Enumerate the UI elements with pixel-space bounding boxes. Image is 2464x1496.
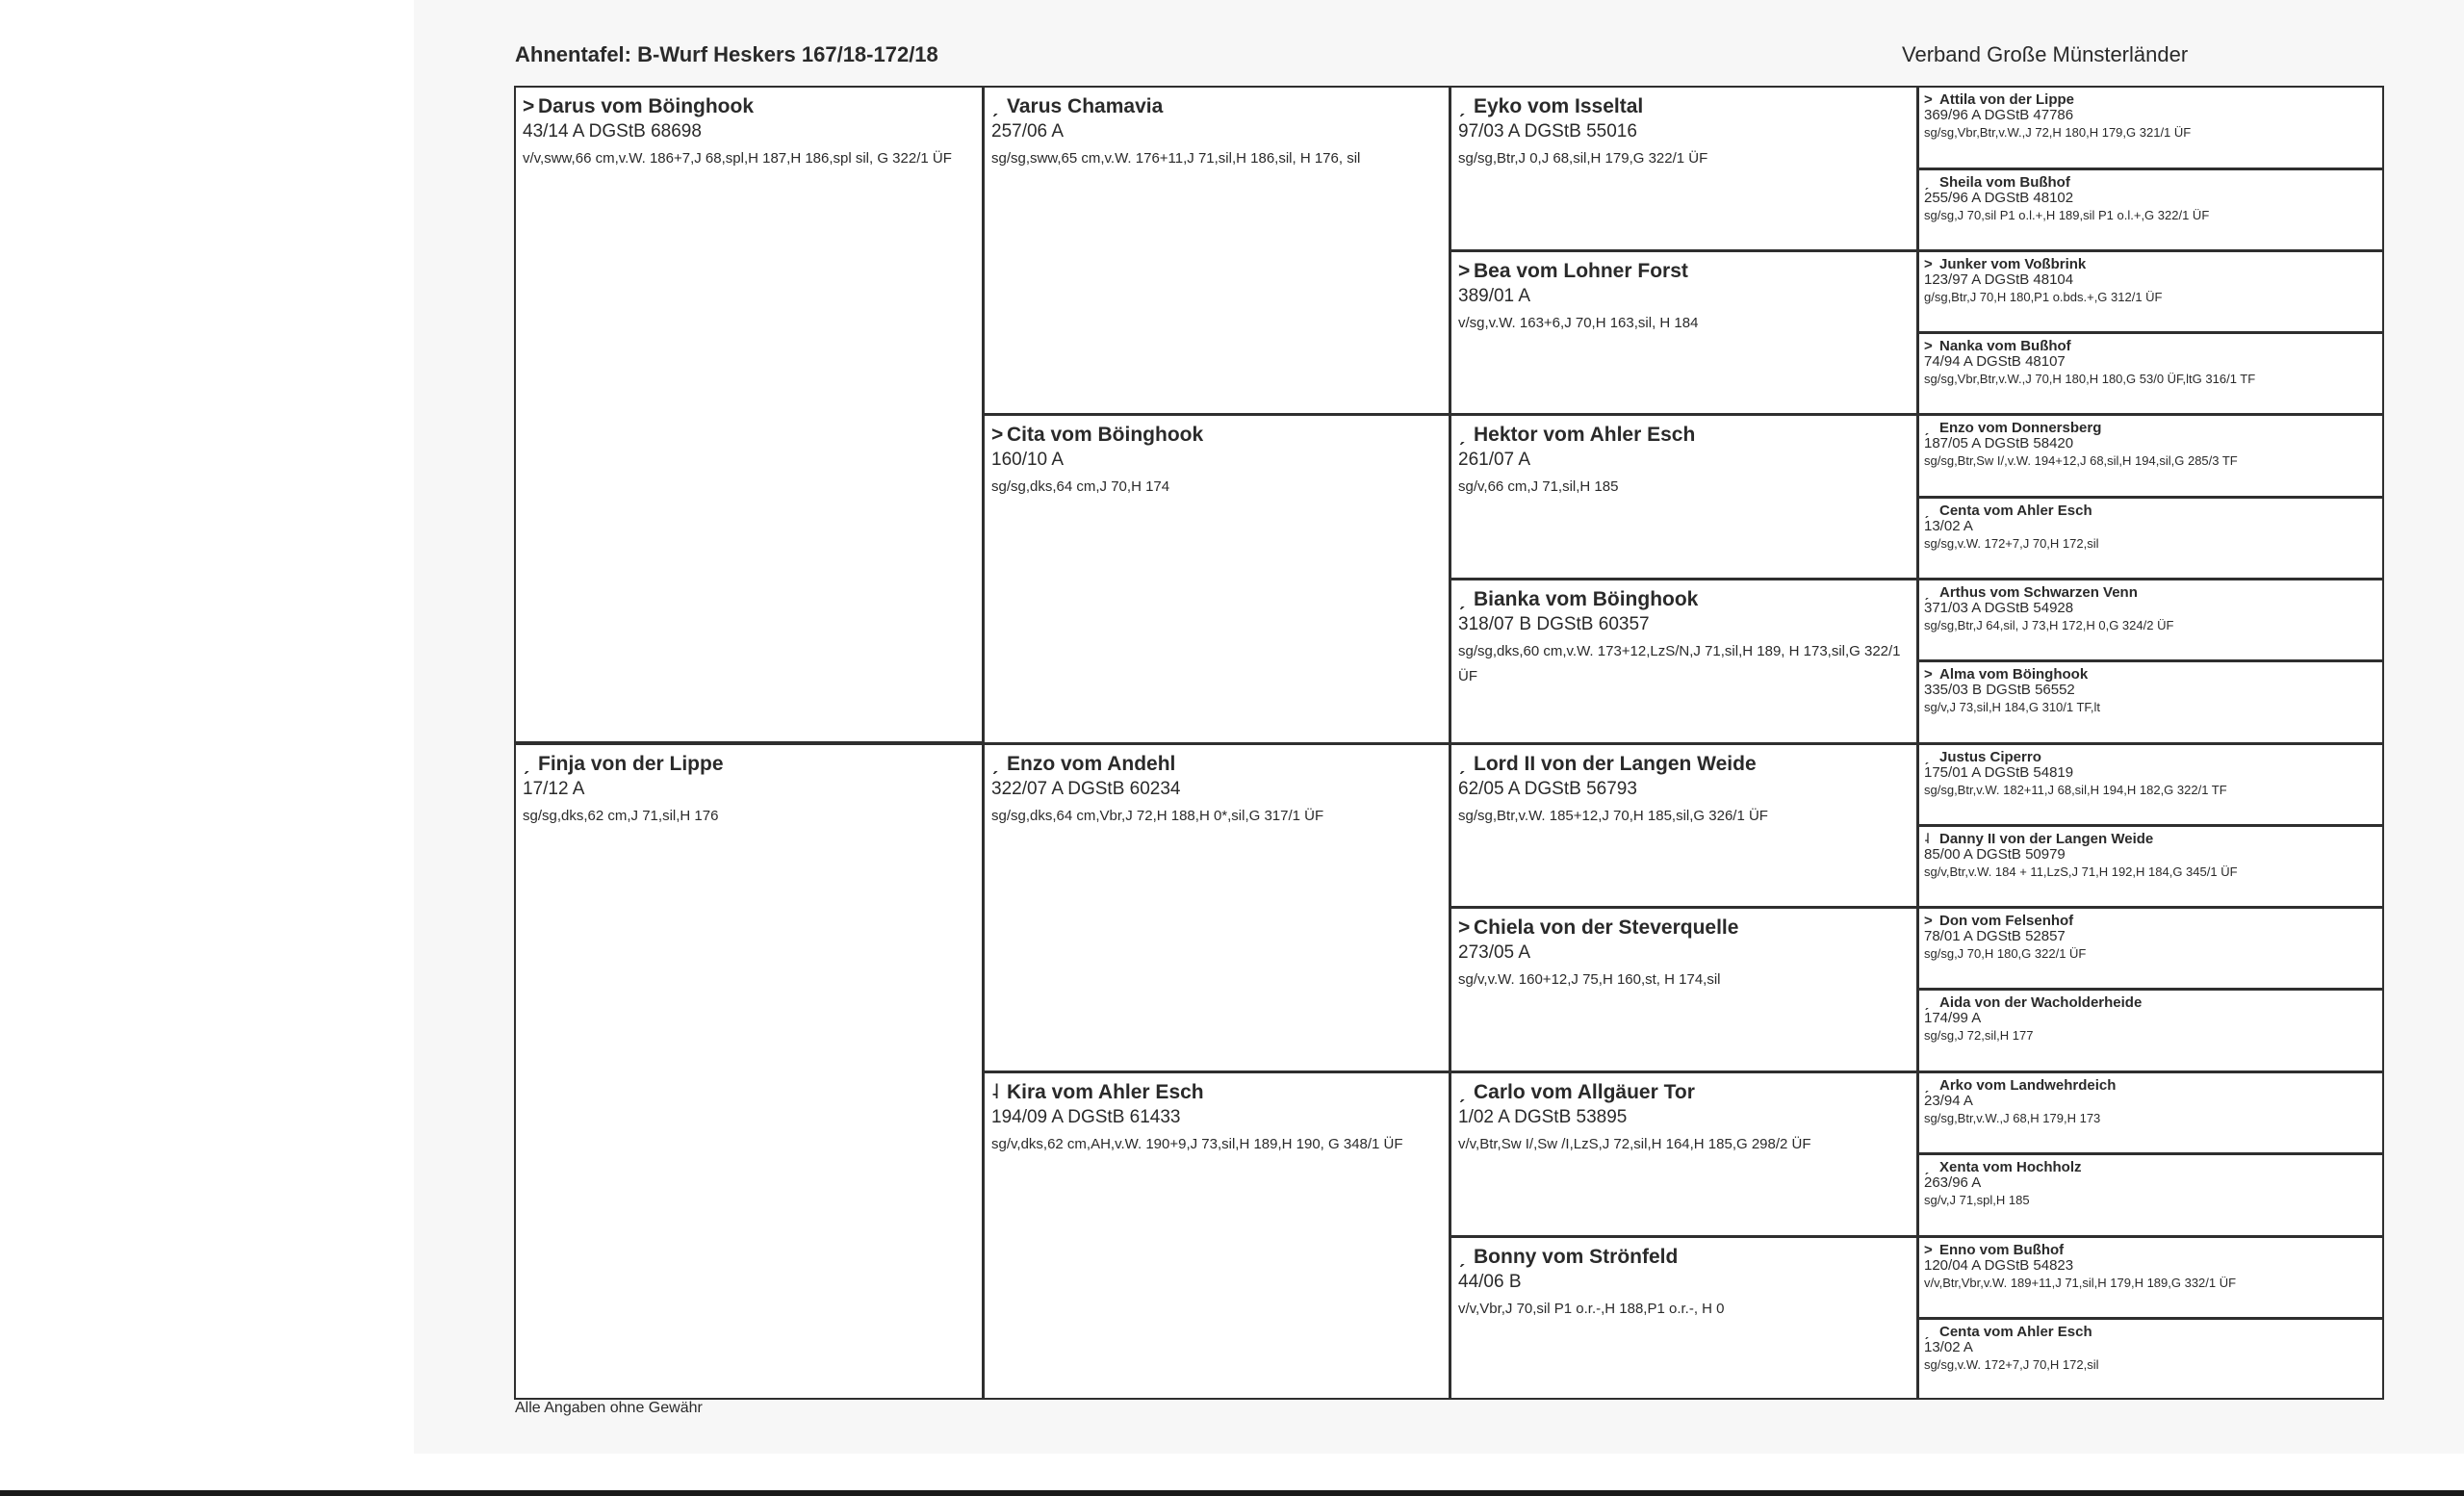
- registration: 335/03 B DGStB 56552: [1924, 682, 2075, 698]
- performance: sg/sg,dks,62 cm,J 71,sil,H 176: [523, 808, 719, 824]
- performance: sg/v,Btr,v.W. 184 + 11,LzS,J 71,H 192,H 184,G 345/1 ÜF: [1924, 864, 2238, 879]
- dog-name: ˃ Alma vom Böinghook: [1924, 666, 2089, 683]
- registration: 85/00 A DGStB 50979: [1924, 846, 2066, 863]
- pedigree-gen4: [1917, 1236, 2384, 1319]
- dog-name: ˏ Finja von der Lippe: [523, 753, 724, 775]
- registration: 120/04 A DGStB 54823: [1924, 1257, 2074, 1274]
- breed-mark-icon: ˃: [1924, 913, 1933, 929]
- pedigree-gen3: [1450, 1236, 1918, 1400]
- breed-mark-icon: ˏ: [991, 753, 998, 775]
- performance: sg/sg,Btr,v.W. 182+11,J 68,sil,H 194,H 182,G 322/1 TF: [1924, 783, 2227, 797]
- performance: sg/v,v.W. 160+12,J 75,H 160,st, H 174,sil: [1458, 971, 1721, 988]
- pedigree-gen4: [1917, 497, 2384, 580]
- dog-name: ˏ Eyko vom Isseltal: [1458, 95, 1644, 117]
- registration: 44/06 B: [1458, 1272, 1522, 1292]
- registration: 322/07 A DGStB 60234: [991, 779, 1181, 799]
- breed-mark-icon: ˏ: [1924, 174, 1929, 191]
- dog-name: ˏ Lord II von der Langen Weide: [1458, 753, 1757, 775]
- registration: 160/10 A: [991, 450, 1065, 470]
- breed-mark-icon: ˏ: [1924, 749, 1929, 765]
- pedigree-gen3: [1450, 743, 1918, 908]
- registration: 174/99 A: [1924, 1010, 1982, 1026]
- dog-name: ˏ Bianka vom Böinghook: [1458, 588, 1699, 610]
- registration: 194/09 A DGStB 61433: [991, 1107, 1181, 1127]
- breed-mark-icon: ˏ: [1458, 1081, 1465, 1103]
- performance: v/v,Vbr,J 70,sil P1 o.r.-,H 188,P1 o.r.-, H 0: [1458, 1301, 1725, 1317]
- breed-mark-icon: ˃: [1458, 916, 1471, 939]
- registration: 1/02 A DGStB 53895: [1458, 1107, 1628, 1127]
- breed-mark-icon: ˃: [1924, 256, 1933, 272]
- pedigree-gen4: [1917, 1071, 2384, 1154]
- breed-mark-icon: ˏ: [1458, 424, 1465, 446]
- dog-name: ˃ Darus vom Böinghook: [523, 95, 755, 117]
- dog-name: ˏ Arko vom Landwehrdeich: [1924, 1077, 2117, 1094]
- registration: 175/01 A DGStB 54819: [1924, 764, 2074, 781]
- scan-margin: [0, 0, 414, 1496]
- pedigree-gen2: [983, 86, 1450, 415]
- dog-name: ˃ Don vom Felsenhof: [1924, 913, 2074, 929]
- breed-mark-icon: ˏ: [1458, 588, 1465, 610]
- registration: 97/03 A DGStB 55016: [1458, 121, 1637, 142]
- registration: 369/96 A DGStB 47786: [1924, 107, 2074, 123]
- dog-name: ˏ Xenta vom Hochholz: [1924, 1159, 2082, 1175]
- pedigree-gen4: [1917, 743, 2384, 826]
- performance: sg/v,66 cm,J 71,sil,H 185: [1458, 478, 1619, 495]
- breed-mark-icon: ˏ: [1924, 420, 1929, 436]
- dog-name: ˃ Enno vom Bußhof: [1924, 1242, 2065, 1258]
- page-title: Ahnentafel: B-Wurf Heskers 167/18-172/18: [515, 42, 938, 66]
- pedigree-gen2: [983, 1071, 1450, 1400]
- dog-name: ˏ Justus Ciperro: [1924, 749, 2041, 765]
- scan-edge-bar: [0, 1490, 2464, 1496]
- pedigree-gen4: [1917, 414, 2384, 498]
- registration: 318/07 B DGStB 60357: [1458, 614, 1650, 634]
- performance: sg/sg,Btr,Sw I/,v.W. 194+12,J 68,sil,H 194,sil,G 285/3 TF: [1924, 453, 2238, 468]
- performance: sg/sg,sww,65 cm,v.W. 176+11,J 71,sil,H 186,sil, H 176, sil: [991, 150, 1361, 167]
- pedigree-gen3: [1450, 250, 1918, 415]
- dog-name: ˏ Sheila vom Bußhof: [1924, 174, 2070, 191]
- performance: sg/sg,dks,60 cm,v.W. 173+12,LzS/N,J 71,sil,H 189, H 173,sil,G 322/1 ÜF: [1458, 643, 1901, 684]
- registration: 255/96 A DGStB 48102: [1924, 190, 2074, 206]
- breed-mark-icon: ˃: [1924, 91, 1933, 108]
- breed-mark-icon: ˏ: [523, 753, 529, 775]
- pedigree-gen3: [1450, 907, 1918, 1072]
- performance: sg/v,dks,62 cm,AH,v.W. 190+9,J 73,sil,H 189,H 190, G 348/1 ÜF: [991, 1136, 1403, 1152]
- performance: v/sg,v.W. 163+6,J 70,H 163,sil, H 184: [1458, 315, 1699, 331]
- breed-mark-icon: ˏ: [1924, 994, 1929, 1011]
- dog-name: ˏ Aida von der Wacholderheide: [1924, 994, 2143, 1011]
- registration: 263/96 A: [1924, 1174, 1982, 1191]
- registration: 17/12 A: [523, 779, 585, 799]
- breed-mark-icon: ˃: [1924, 1242, 1933, 1258]
- performance: sg/sg,dks,64 cm,Vbr,J 72,H 188,H 0*,sil,G 317/1 ÜF: [991, 808, 1324, 824]
- pedigree-dam: [514, 743, 984, 1400]
- dog-name: ˏ Centa vom Ahler Esch: [1924, 1324, 2092, 1340]
- pedigree-gen3: [1450, 579, 1918, 744]
- breed-mark-icon: ˃: [1924, 338, 1933, 354]
- disclaimer: Alle Angaben ohne Gewähr: [515, 1400, 703, 1416]
- pedigree-gen4: [1917, 907, 2384, 990]
- dog-name: ˏ Enzo vom Donnersberg: [1924, 420, 2102, 436]
- dog-name: ˏ Centa vom Ahler Esch: [1924, 503, 2092, 519]
- registration: 74/94 A DGStB 48107: [1924, 353, 2066, 370]
- pedigree-gen3: [1450, 414, 1918, 580]
- dog-name: ˃ Chiela von der Steverquelle: [1458, 916, 1739, 939]
- breed-mark-icon: ˏ: [1924, 1324, 1929, 1340]
- performance: sg/sg,v.W. 172+7,J 70,H 172,sil: [1924, 1357, 2099, 1372]
- pedigree-gen4: [1917, 1153, 2384, 1237]
- performance: sg/sg,v.W. 172+7,J 70,H 172,sil: [1924, 536, 2099, 551]
- breed-mark-icon: ˨: [1924, 831, 1930, 847]
- dog-name: ˃ Junker vom Voßbrink: [1924, 256, 2087, 272]
- breed-mark-icon: ˨: [991, 1081, 1000, 1103]
- performance: v/v,Btr,Sw I/,Sw /I,LzS,J 72,sil,H 164,H 185,G 298/2 ÜF: [1458, 1136, 1811, 1152]
- breed-mark-icon: ˏ: [1458, 753, 1465, 775]
- breed-mark-icon: ˏ: [1924, 1077, 1929, 1094]
- dog-name: ˃ Nanka vom Bußhof: [1924, 338, 2071, 354]
- pedigree-sire: [514, 86, 984, 743]
- registration: 43/14 A DGStB 68698: [523, 121, 702, 142]
- performance: sg/v,J 73,sil,H 184,G 310/1 TF,lt: [1924, 700, 2101, 714]
- registration: 13/02 A: [1924, 1339, 1973, 1355]
- dog-name: ˃ Cita vom Böinghook: [991, 424, 1204, 446]
- performance: sg/sg,Btr,v.W.,J 68,H 179,H 173: [1924, 1111, 2101, 1125]
- performance: v/v,sww,66 cm,v.W. 186+7,J 68,spl,H 187,H 186,spl sil, G 322/1 ÜF: [523, 150, 952, 167]
- registration: 23/94 A: [1924, 1093, 1973, 1109]
- registration: 78/01 A DGStB 52857: [1924, 928, 2066, 944]
- breed-mark-icon: ˏ: [1924, 584, 1929, 601]
- performance: sg/sg,Btr,J 64,sil, J 73,H 172,H 0,G 324/2 ÜF: [1924, 618, 2174, 632]
- breed-mark-icon: ˃: [523, 95, 535, 117]
- pedigree-gen4: [1917, 660, 2384, 744]
- pedigree-gen4: [1917, 1318, 2384, 1400]
- performance: sg/sg,J 72,sil,H 177: [1924, 1028, 2034, 1043]
- performance: sg/sg,Btr,v.W. 185+12,J 70,H 185,sil,G 326/1 ÜF: [1458, 808, 1768, 824]
- pedigree-gen2: [983, 743, 1450, 1072]
- performance: g/sg,Btr,J 70,H 180,P1 o.bds.+,G 312/1 ÜF: [1924, 290, 2163, 304]
- registration: 123/97 A DGStB 48104: [1924, 271, 2074, 288]
- pedigree-gen4: [1917, 168, 2384, 251]
- performance: sg/sg,J 70,H 180,G 322/1 ÜF: [1924, 946, 2087, 961]
- registration: 62/05 A DGStB 56793: [1458, 779, 1637, 799]
- pedigree-gen4: [1917, 989, 2384, 1072]
- registration: 371/03 A DGStB 54928: [1924, 600, 2074, 616]
- breed-mark-icon: ˃: [1924, 666, 1933, 683]
- dog-name: ˨ Danny II von der Langen Weide: [1924, 831, 2154, 847]
- pedigree-gen3: [1450, 1071, 1918, 1237]
- breed-mark-icon: ˏ: [1458, 95, 1465, 117]
- dog-name: ˏ Varus Chamavia: [991, 95, 1164, 117]
- breed-mark-icon: ˃: [1458, 260, 1471, 282]
- dog-name: ˏ Carlo vom Allgäuer Tor: [1458, 1081, 1695, 1103]
- pedigree-gen4: [1917, 579, 2384, 661]
- association-name: Verband Große Münsterländer: [1902, 42, 2189, 66]
- registration: 273/05 A: [1458, 942, 1531, 963]
- breed-mark-icon: ˏ: [1924, 1159, 1929, 1175]
- pedigree-gen4: [1917, 250, 2384, 333]
- dog-name: ˏ Hektor vom Ahler Esch: [1458, 424, 1696, 446]
- pedigree-gen2: [983, 414, 1450, 744]
- pedigree-gen4: [1917, 825, 2384, 908]
- dog-name: ˨ Kira vom Ahler Esch: [991, 1081, 1204, 1103]
- pedigree-gen4: [1917, 332, 2384, 415]
- registration: 389/01 A: [1458, 286, 1531, 306]
- registration: 257/06 A: [991, 121, 1065, 142]
- performance: sg/sg,dks,64 cm,J 70,H 174: [991, 478, 1170, 495]
- performance: sg/sg,Btr,J 0,J 68,sil,H 179,G 322/1 ÜF: [1458, 150, 1708, 167]
- dog-name: ˏ Arthus vom Schwarzen Venn: [1924, 584, 2138, 601]
- breed-mark-icon: ˏ: [1924, 503, 1929, 519]
- registration: 13/02 A: [1924, 518, 1973, 534]
- registration: 261/07 A: [1458, 450, 1531, 470]
- dog-name: ˃ Attila von der Lippe: [1924, 91, 2075, 108]
- pedigree-gen4: [1917, 86, 2384, 169]
- performance: sg/sg,Vbr,Btr,v.W.,J 70,H 180,H 180,G 53/0 ÜF,ltG 316/1 TF: [1924, 372, 2256, 386]
- pedigree-gen3: [1450, 86, 1918, 251]
- breed-mark-icon: ˏ: [991, 95, 998, 117]
- performance: sg/v,J 71,spl,H 185: [1924, 1193, 2030, 1207]
- dog-name: ˏ Bonny vom Strönfeld: [1458, 1246, 1679, 1268]
- dog-name: ˃ Bea vom Lohner Forst: [1458, 260, 1688, 282]
- dog-name: ˏ Enzo vom Andehl: [991, 753, 1176, 775]
- breed-mark-icon: ˃: [991, 424, 1004, 446]
- performance: sg/sg,J 70,sil P1 o.l.+,H 189,sil P1 o.l.+,G 322/1 ÜF: [1924, 208, 2210, 222]
- performance: v/v,Btr,Vbr,v.W. 189+11,J 71,sil,H 179,H 189,G 332/1 ÜF: [1924, 1276, 2237, 1290]
- registration: 187/05 A DGStB 58420: [1924, 435, 2074, 451]
- breed-mark-icon: ˏ: [1458, 1246, 1465, 1268]
- performance: sg/sg,Vbr,Btr,v.W.,J 72,H 180,H 179,G 321/1 ÜF: [1924, 125, 2192, 140]
